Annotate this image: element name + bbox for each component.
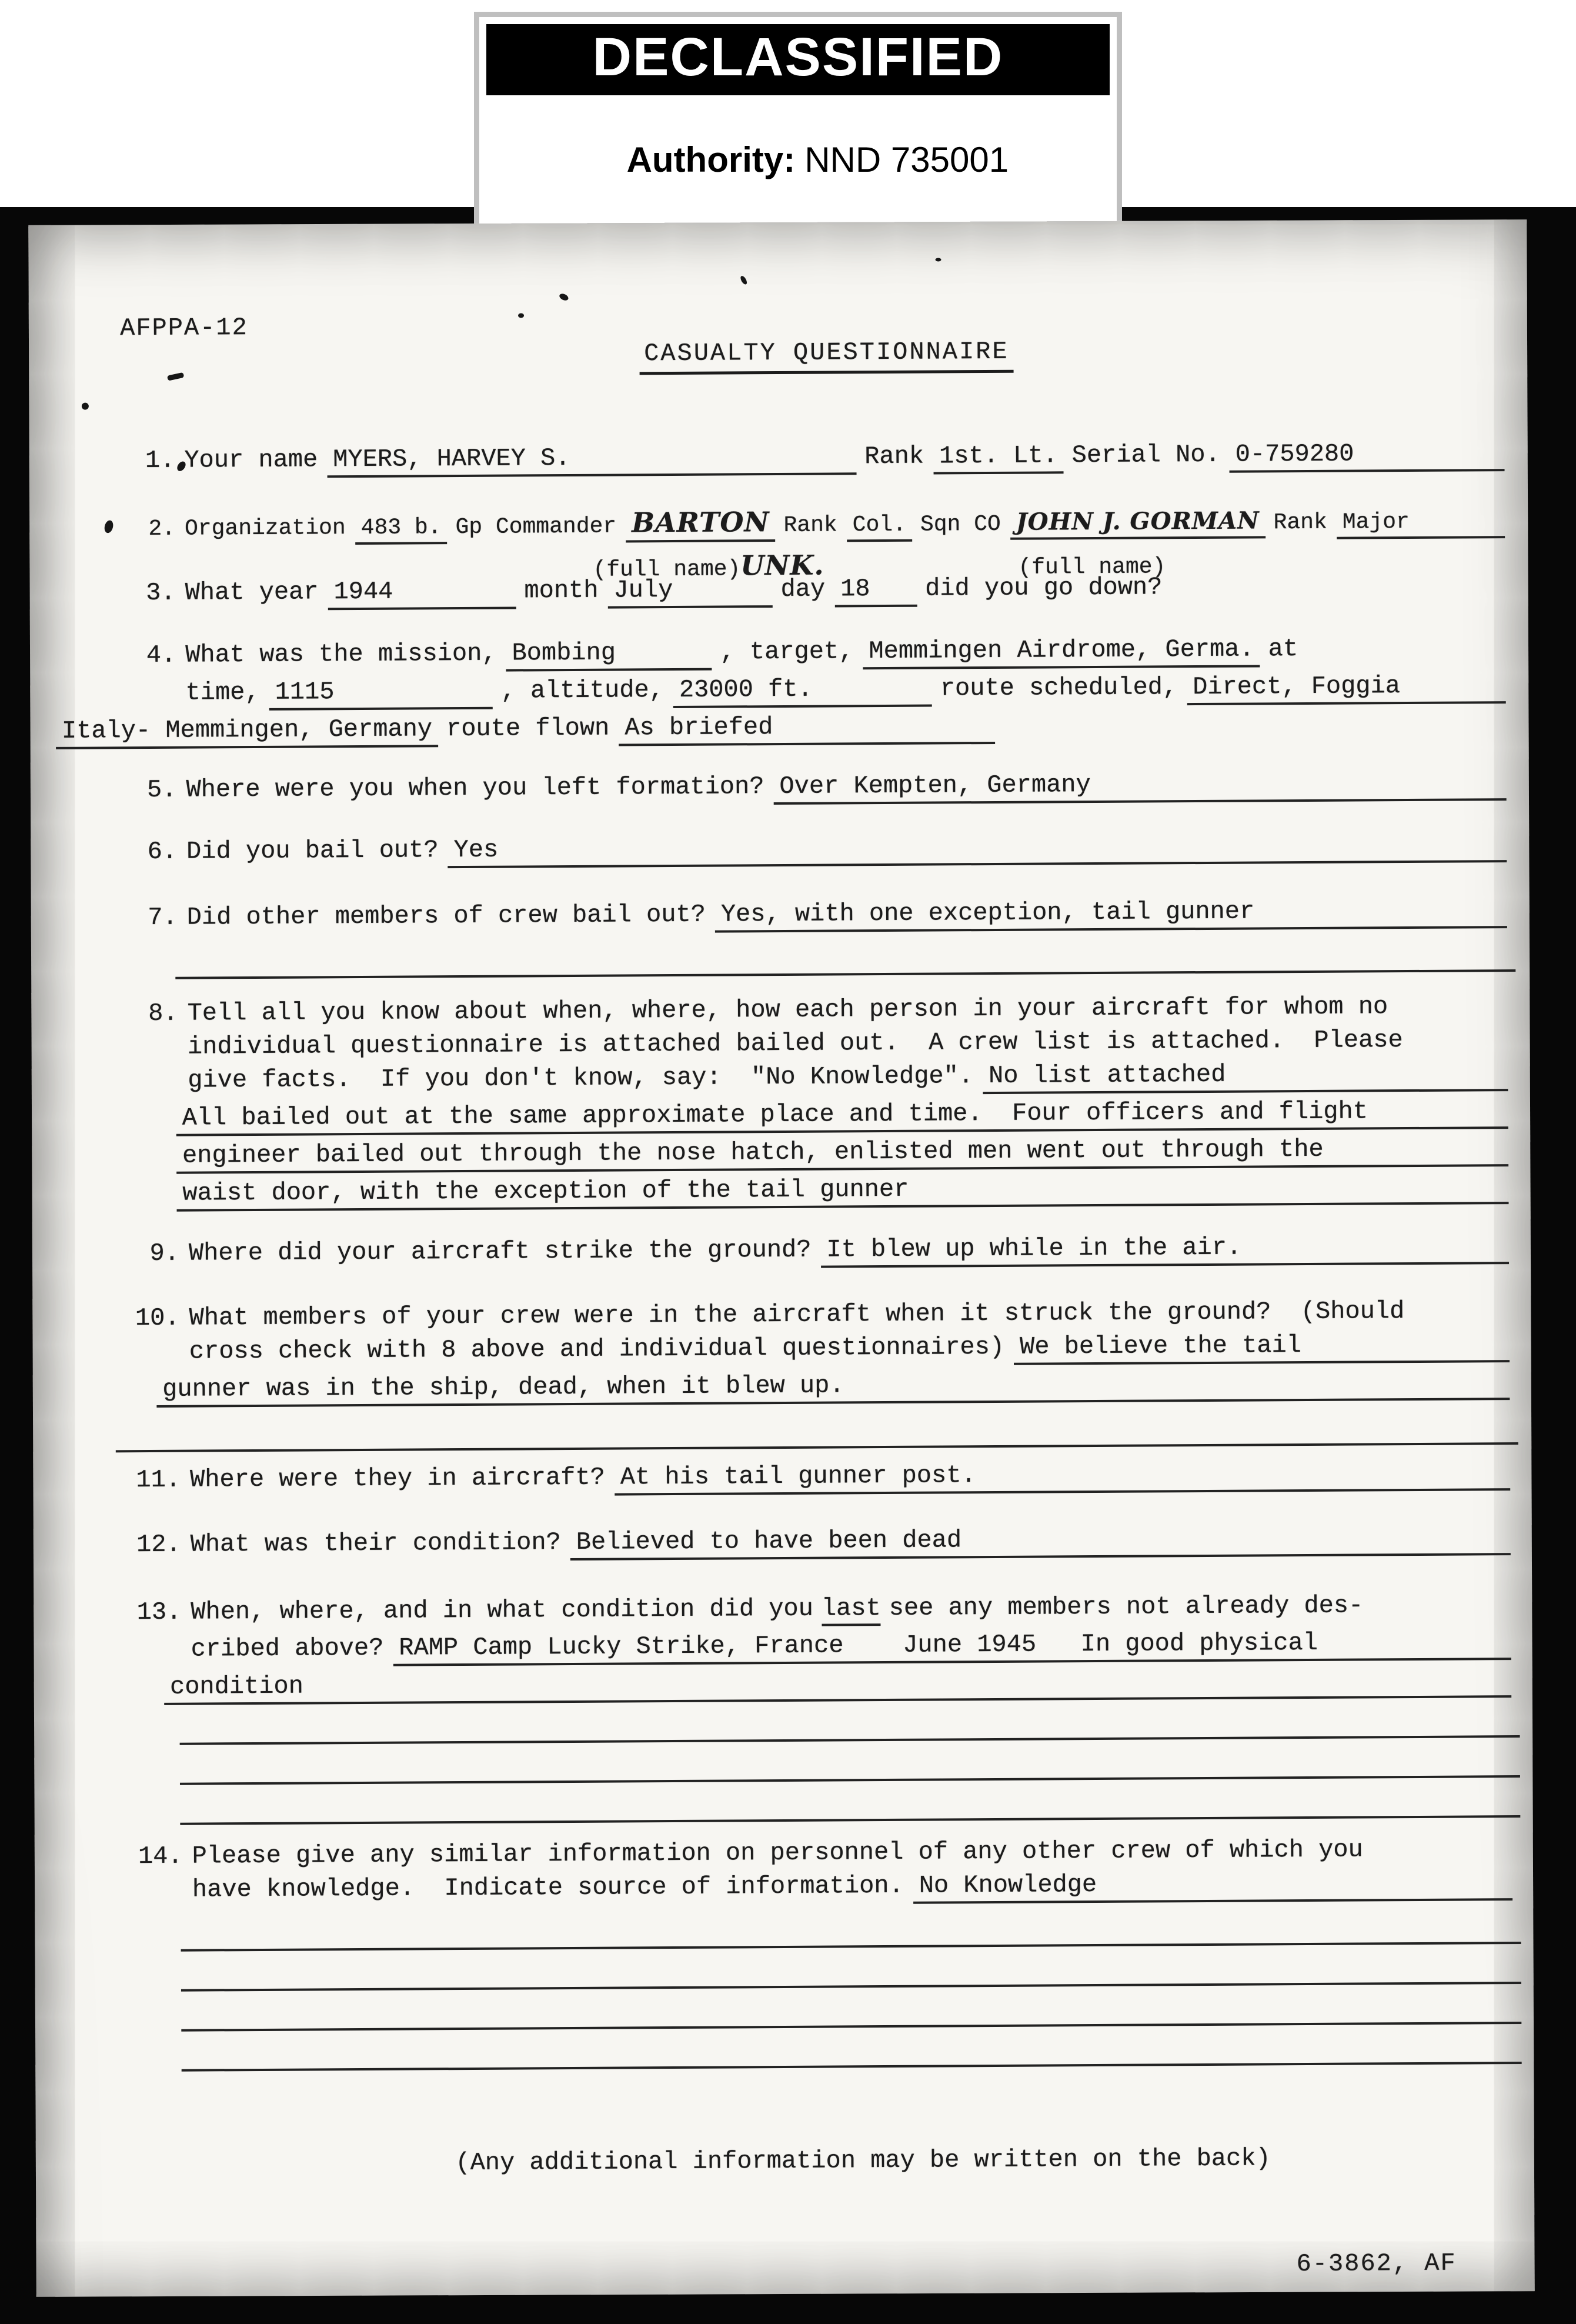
question-8-text-line2: individual questionnaire is attached bailed out. A crew list is attached. Please bbox=[187, 1026, 1403, 1061]
question-13-blank-line bbox=[180, 1749, 1520, 1785]
question-11-row bbox=[128, 1458, 1518, 1498]
your-name-label: Your name bbox=[184, 445, 318, 475]
condition-label: What was their condition? bbox=[190, 1528, 561, 1559]
question-6-row bbox=[124, 830, 1515, 870]
document-number: 6-3862, AF bbox=[1296, 2249, 1457, 2279]
question-9 bbox=[126, 1232, 1517, 1272]
blank-answer-line bbox=[181, 1996, 1521, 2032]
route-scheduled-label: route scheduled, bbox=[940, 673, 1178, 703]
time-field: 1115 bbox=[269, 677, 493, 711]
form-number: AFPPA-12 bbox=[120, 314, 248, 343]
gp-commander-label: Gp Commander bbox=[455, 514, 617, 541]
bailout-details-line1: All bailed out at the same approximate place and time. Four officers and flight bbox=[176, 1096, 1508, 1136]
bailout-details-line2: engineer bailed out through the nose hatch, enlisted men went out through the bbox=[176, 1134, 1508, 1174]
question-12 bbox=[128, 1523, 1519, 1563]
no-knowledge-field: No Knowledge bbox=[913, 1868, 1512, 1904]
blank-answer-line bbox=[180, 1789, 1520, 1825]
last-seen-field-cont: condition bbox=[164, 1665, 1511, 1705]
blank-answer-line bbox=[175, 943, 1515, 979]
full-name-caption: (full name) bbox=[1018, 554, 1166, 581]
question-10-row2 bbox=[189, 1330, 1518, 1370]
form-title-text: CASUALTY QUESTIONNAIRE bbox=[639, 338, 1014, 375]
rank-label: Rank bbox=[864, 442, 924, 471]
question-4-row1 bbox=[123, 633, 1514, 673]
question-13-text-b: see any members not already des- bbox=[889, 1591, 1364, 1622]
question-14 bbox=[130, 1835, 1522, 2072]
question-7 bbox=[125, 896, 1516, 979]
question-5-row bbox=[123, 768, 1514, 808]
question-number: 13. bbox=[136, 1598, 182, 1627]
question-8-row2 bbox=[188, 1025, 1516, 1061]
form-title bbox=[27, 335, 1525, 371]
strike-ground-label: Where did your aircraft strike the ground? bbox=[188, 1235, 812, 1268]
left-formation-label: Where were you when you left formation? bbox=[186, 772, 764, 804]
route-scheduled-field: Direct, Foggia bbox=[1187, 671, 1506, 705]
question-13-text-line2: cribed above? bbox=[191, 1633, 384, 1663]
route-flown-label: route flown bbox=[446, 713, 610, 743]
question-13-row1 bbox=[128, 1591, 1519, 1630]
bailout-details-line3: waist door, with the exception of the tail gunner bbox=[176, 1172, 1508, 1212]
question-14-blank-line bbox=[181, 1916, 1521, 1952]
day-label: day bbox=[780, 575, 826, 603]
declassified-bar bbox=[486, 24, 1110, 95]
target-field: Memmingen Airdrome, Germa. bbox=[863, 635, 1260, 669]
last-underlined-word: last bbox=[822, 1594, 881, 1626]
question-13 bbox=[128, 1591, 1520, 1825]
declassified-title: DECLASSIFIED bbox=[592, 27, 1004, 87]
scan-speck bbox=[559, 292, 570, 302]
question-13-blank-line bbox=[179, 1709, 1520, 1745]
mission-label: What was the mission, bbox=[185, 639, 497, 669]
question-number: 14. bbox=[138, 1842, 183, 1871]
question-11 bbox=[128, 1458, 1518, 1498]
question-number: 10. bbox=[135, 1303, 180, 1333]
scan-speck bbox=[167, 372, 184, 381]
question-6 bbox=[124, 830, 1515, 870]
additional-info-note: (Any additional information may be written on the back) bbox=[455, 2144, 1271, 2178]
target-label: , target, bbox=[720, 637, 854, 666]
condition-field: Believed to have been dead bbox=[570, 1523, 1511, 1561]
question-number: 11. bbox=[136, 1465, 181, 1495]
full-name-note: UNK. bbox=[740, 549, 824, 582]
question-14-row2 bbox=[192, 1868, 1521, 1908]
question-number: 5. bbox=[146, 775, 177, 805]
left-formation-field: Over Kempten, Germany bbox=[773, 768, 1506, 805]
question-10-text-line1: What members of your crew were in the aircraft when it struck the ground? (Should bbox=[189, 1297, 1405, 1332]
question-number: 2. bbox=[148, 516, 176, 542]
question-12-row bbox=[128, 1523, 1519, 1563]
question-number: 4. bbox=[146, 641, 176, 670]
question-13-text-a: When, where, and in what condition did you bbox=[191, 1594, 814, 1626]
question-14-row1 bbox=[130, 1835, 1521, 1870]
bail-out-label: Did you bail out? bbox=[186, 836, 439, 866]
go-down-label: did you go down? bbox=[925, 573, 1163, 603]
question-8-answer-line2 bbox=[176, 1134, 1517, 1174]
scan-speck bbox=[103, 519, 114, 534]
scan-speck bbox=[518, 313, 524, 318]
month-field: July bbox=[607, 575, 772, 609]
route-flown-field: As briefed bbox=[619, 712, 995, 746]
question-9-row bbox=[126, 1232, 1517, 1272]
question-number: 12. bbox=[136, 1530, 181, 1559]
question-number: 8. bbox=[148, 999, 178, 1028]
question-14-blank-line bbox=[181, 1996, 1521, 2032]
question-8-row1 bbox=[125, 992, 1516, 1028]
at-label: at bbox=[1268, 635, 1298, 663]
scan-speck bbox=[82, 403, 89, 410]
what-year-label: What year bbox=[185, 578, 319, 607]
question-8-text-line1: Tell all you know about when, where, how each person in your aircraft for whom no bbox=[187, 992, 1388, 1028]
question-4 bbox=[61, 633, 1514, 749]
question-14-blank-line bbox=[181, 2036, 1521, 2072]
question-8-row3 bbox=[188, 1059, 1516, 1099]
question-5 bbox=[123, 768, 1514, 808]
question-1 bbox=[122, 439, 1512, 479]
question-number: 3. bbox=[146, 578, 176, 608]
question-number: 9. bbox=[149, 1239, 180, 1268]
blank-answer-line bbox=[181, 2036, 1521, 2072]
question-10-text-line2: cross check with 8 above and individual questionnaires) bbox=[189, 1332, 1005, 1366]
crew-bail-out-label: Did other members of crew bail out? bbox=[186, 900, 706, 932]
rank-label: Rank bbox=[1273, 509, 1327, 536]
crew-bail-out-field: Yes, with one exception, tail gunner bbox=[715, 896, 1507, 933]
question-10-row1 bbox=[126, 1296, 1517, 1332]
question-10-answer-line2 bbox=[156, 1368, 1518, 1408]
authority-value: NND 735001 bbox=[804, 140, 1009, 179]
your-name-field: MYERS, HARVEY S. bbox=[327, 442, 856, 478]
question-14-blank-line bbox=[181, 1956, 1521, 1992]
serial-field: 0-759280 bbox=[1230, 439, 1505, 473]
gp-rank-field: Col. bbox=[847, 512, 912, 542]
where-in-aircraft-field: At his tail gunner post. bbox=[615, 1458, 1511, 1496]
sqn-co-label: Sqn CO bbox=[920, 511, 1001, 538]
question-14-text-line1: Please give any similar information on personnel of any other crew of which you bbox=[192, 1835, 1363, 1870]
serial-label: Serial No. bbox=[1071, 440, 1220, 470]
question-2-row bbox=[122, 502, 1513, 546]
blank-answer-line bbox=[116, 1416, 1518, 1452]
authority-label: Authority: bbox=[626, 140, 796, 179]
question-10 bbox=[126, 1296, 1518, 1452]
where-in-aircraft-label: Where were they in aircraft? bbox=[189, 1463, 605, 1494]
blank-answer-line bbox=[179, 1709, 1520, 1745]
altitude-field: 23000 ft. bbox=[673, 675, 932, 708]
route-scheduled-cont-field: Italy- Memmingen, Germany bbox=[56, 715, 438, 749]
authority-line bbox=[479, 99, 1117, 221]
day-field: 18 bbox=[834, 575, 917, 608]
question-10-blank-line bbox=[116, 1416, 1518, 1452]
crew-in-aircraft-field-cont: gunner was in the ship, dead, when it blew up. bbox=[156, 1368, 1510, 1408]
question-number: 1. bbox=[145, 446, 175, 475]
page-content bbox=[26, 218, 1537, 2298]
question-number: 7. bbox=[148, 903, 178, 932]
question-4-row3 bbox=[56, 709, 1514, 749]
question-4-row2 bbox=[185, 671, 1514, 711]
gp-commander-field: BARTON bbox=[626, 506, 776, 542]
blank-answer-line bbox=[180, 1749, 1520, 1785]
question-1-row bbox=[122, 439, 1512, 479]
strike-ground-field: It blew up while in the air. bbox=[820, 1232, 1509, 1268]
question-13-answer-line2 bbox=[164, 1665, 1520, 1705]
mission-field: Bombing bbox=[506, 638, 712, 672]
scan-speck bbox=[936, 258, 941, 261]
organization-label: Organization bbox=[184, 515, 346, 542]
question-7-row bbox=[125, 896, 1515, 936]
question-8-answer-line1 bbox=[176, 1096, 1517, 1136]
rank-field: 1st. Lt. bbox=[933, 441, 1064, 474]
question-13-blank-line bbox=[180, 1789, 1520, 1825]
rank-label: Rank bbox=[783, 512, 837, 538]
sqn-co-field: JOHN J. GORMAN bbox=[1010, 506, 1266, 539]
question-14-text-line2: have knowledge. Indicate source of information. bbox=[192, 1871, 904, 1904]
full-name-caption: (full name) bbox=[593, 556, 741, 583]
month-label: month bbox=[524, 576, 599, 605]
sqn-rank-field: Major bbox=[1337, 509, 1505, 539]
time-label: time, bbox=[185, 678, 260, 707]
question-8-answer-line3 bbox=[176, 1172, 1517, 1212]
question-13-row2 bbox=[191, 1628, 1520, 1668]
question-number: 6. bbox=[147, 837, 178, 866]
blank-answer-line bbox=[181, 1916, 1521, 1952]
question-8 bbox=[125, 992, 1517, 1212]
question-8-text-line3: give facts. If you don't know, say: "No Knowledge". bbox=[188, 1062, 974, 1095]
questionnaire-page bbox=[28, 219, 1535, 2297]
altitude-label: , altitude, bbox=[500, 676, 665, 705]
last-seen-field: RAMP Camp Lucky Strike, France June 1945 In good physical bbox=[393, 1628, 1511, 1666]
crew-in-aircraft-field: We believe the tail bbox=[1014, 1330, 1510, 1365]
blank-answer-line bbox=[181, 1956, 1521, 1992]
question-7-blank-line bbox=[175, 943, 1515, 979]
year-field: 1944 bbox=[328, 577, 516, 611]
scan-speck bbox=[739, 275, 748, 285]
bail-out-field: Yes bbox=[448, 830, 1507, 868]
organization-field: 483 b. bbox=[355, 515, 448, 545]
no-list-attached-field: No list attached bbox=[983, 1059, 1508, 1094]
